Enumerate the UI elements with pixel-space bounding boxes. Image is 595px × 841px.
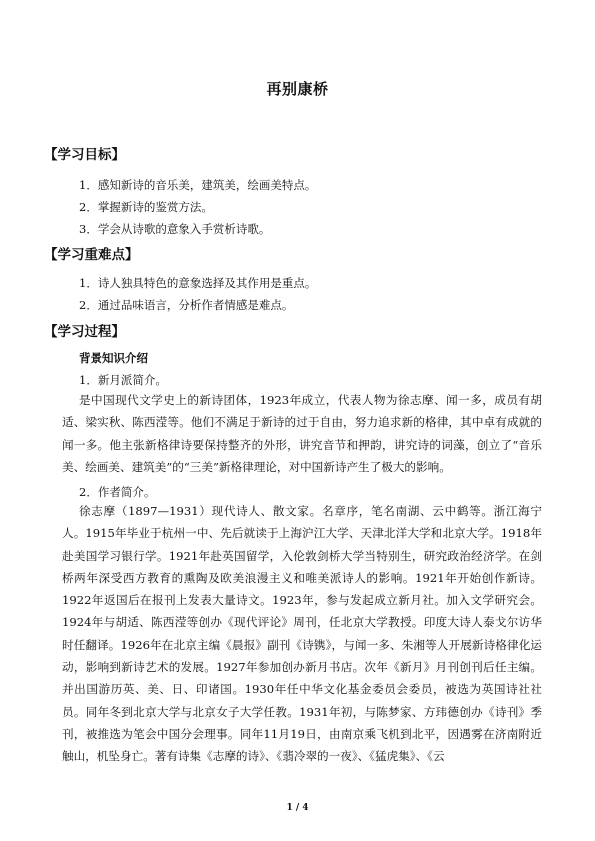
heading-learning-goals: 【学习目标】 — [44, 147, 125, 163]
key-point-item-2: 2．通过品味语言，分析作者情感是难点。 — [79, 298, 294, 312]
heading-learning-process: 【学习过程】 — [44, 324, 125, 340]
goal-item-2: 2．掌握新诗的鉴赏方法。 — [79, 200, 213, 214]
paragraph-xinyue-school: 是中国现代文学史上的新诗团体，1923年成立，代表人物为徐志摩、闻一多，成员有胡适、梁实秋、陈西滢等。他们不满足于新诗的过于自由，努力追求新的格律，其中卓有成就的闻一多。他主张新格律诗要保持整齐的外形，讲究音节和押韵，讲究诗的词藻，创立了“音乐美、绘画美、建筑美”的“三美”新格律理论，对中国新诗产生了极大的影响。 — [62, 393, 542, 474]
key-point-item-1: 1．诗人独具特色的意象选择及其作用是重点。 — [79, 276, 317, 290]
heading-key-points: 【学习重难点】 — [44, 247, 139, 263]
goal-item-3: 3．学会从诗歌的意象入手赏析诗歌。 — [79, 222, 271, 236]
paragraph-author-bio: 徐志摩（1897—1931）现代诗人、散文家。名章序，笔名南湖、云中鹤等。浙江海宁人。1915年毕业于杭州一中、先后就读于上海沪江大学、天津北洋大学和北京大学。1918年赴美国学习银行学。1921年赴英国留学，入伦敦剑桥大学当特别生，研究政治经济学。在剑桥两年深受西方教育的熏陶及欧美浪漫主义和唯美派诗人的影响。1921年开始创作新诗。1922年返国后在报刊上发表大量诗文。1923年，参与发起成立新月社。加入文学研究会。1924年与胡适、陈西滢等创办《现代评论》周刊，任北京大学教授。印度大诗人泰戈尔访华时任翻译。1926年在北京主编《晨报》副刊《诗镌》，与闻一多、朱湘等人开展新诗格律化运动，影响到新诗艺术的发展。1927年参加创办新月书店。次年《新月》月刊创刊后任主编。并出国游历英、美、日、印诸国。1930年任中华文化基金委员会委员，被选为英国诗社社员。同年冬到北京大学与北京女子大学任教。1931年初，与陈梦家、方玮德创办《诗刊》季刊，被推选为笔会中国分会理事。同年11月19日，由南京乘飞机到北平，因遇雾在济南附近触山，机坠身亡。著有诗集《志摩的诗》、《翡冷翠的一夜》、《猛虎集》、《云 — [62, 504, 542, 764]
subheading-background: 背景知识介绍 — [79, 351, 148, 365]
page-title: 再别康桥 — [266, 80, 329, 98]
process-item-1: 1．新月派简介。 — [79, 373, 167, 387]
page-number: 1 / 4 — [286, 803, 309, 813]
process-item-2: 2．作者简介。 — [79, 485, 156, 499]
goal-item-1: 1．感知新诗的音乐美，建筑美，绘画美特点。 — [79, 178, 317, 192]
